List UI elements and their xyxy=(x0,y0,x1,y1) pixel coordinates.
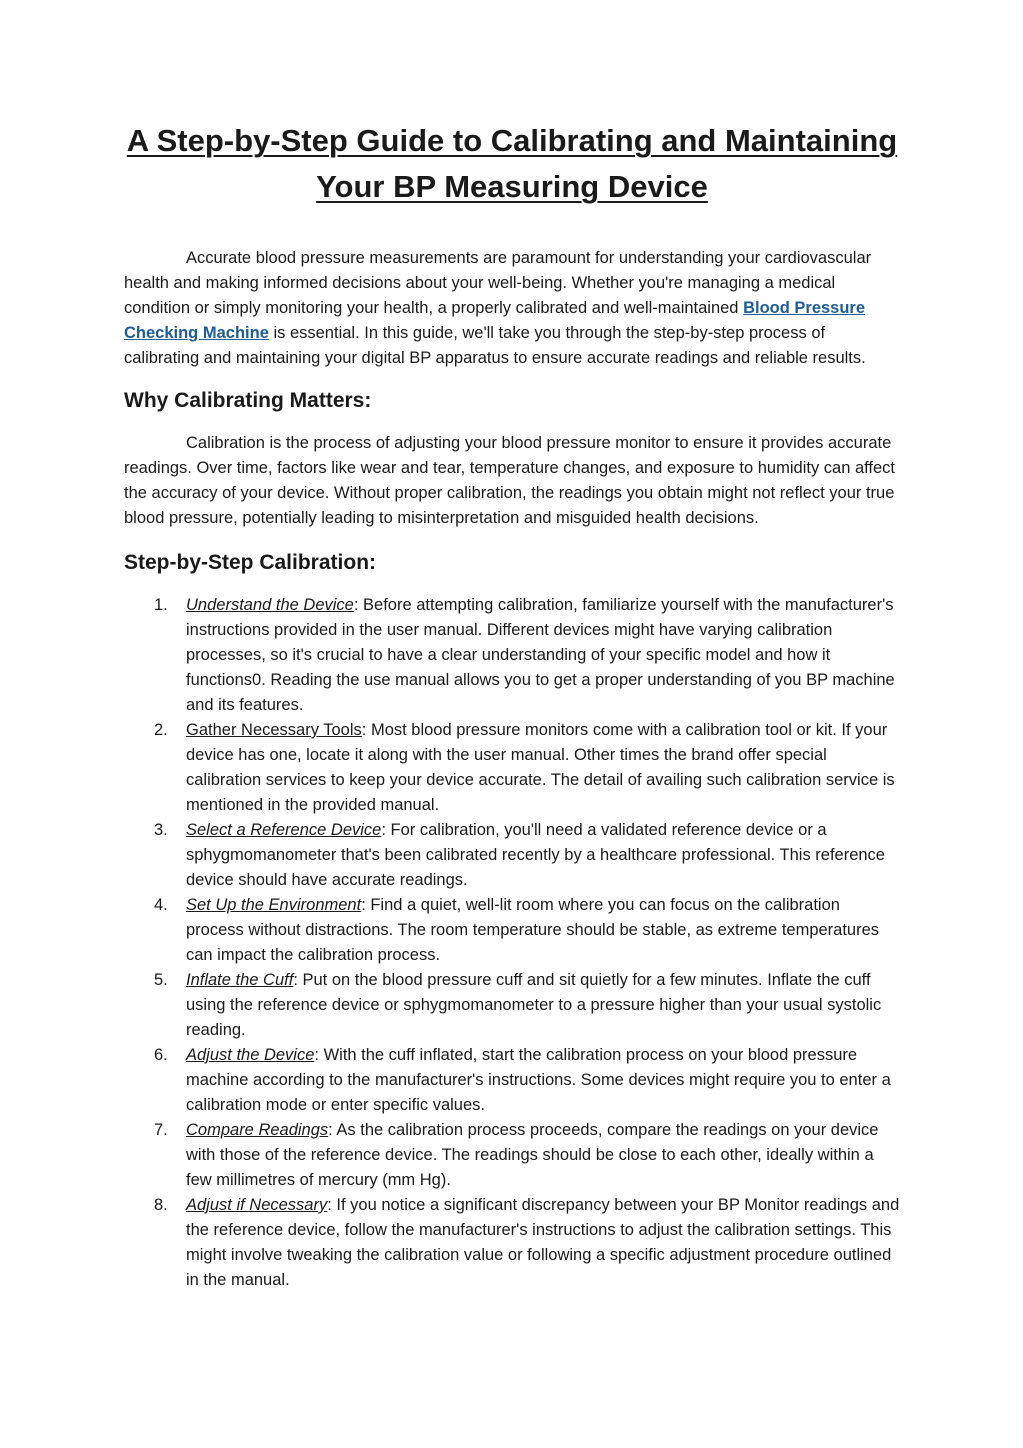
title-line-2: Your BP Measuring Device xyxy=(316,169,708,204)
step-term: Adjust the Device xyxy=(186,1046,315,1064)
step-number: 3. xyxy=(154,821,168,839)
calibration-steps-list xyxy=(124,593,900,1293)
intro-paragraph xyxy=(124,246,900,371)
intro-text-end: is essential. In this guide, we'll take you through the step-by-step process of calibrating and maintaining your digital BP apparatus to ensure accurate readings and reliable results. xyxy=(124,324,866,367)
step-item xyxy=(124,1118,900,1193)
step-description: : Find a quiet, well-lit room where you can focus on the calibration process without distractions. The room temperature should be stable, as extreme temperatures can impact the calibration process. xyxy=(186,896,880,964)
step-item xyxy=(124,593,900,718)
step-item xyxy=(124,968,900,1043)
step-item xyxy=(124,1193,900,1293)
step-term: Set Up the Environment xyxy=(186,896,362,914)
step-number: 6. xyxy=(154,1046,168,1064)
step-number: 2. xyxy=(154,721,168,739)
step-description: : As the calibration process proceeds, compare the readings on your device with those of the reference device. The readings should be close to each other, ideally within a few millimetres of mercury (mm Hg). xyxy=(186,1121,879,1189)
step-number: 8. xyxy=(154,1196,168,1214)
step-number: 1. xyxy=(154,596,168,614)
title-line-1: A Step-by-Step Guide to Calibrating and Maintaining xyxy=(126,123,898,158)
blood-pressure-machine-link[interactable]: Blood Pressure Checking Machine xyxy=(124,299,866,342)
step-description: : Before attempting calibration, familiarize yourself with the manufacturer's instructions provided in the user manual. Different devices might have varying calibration processes, so it's crucial to have a clear understanding of your specific model and how it functions0. Reading the use manual allows you to get a proper understanding of you BP machine and its features. xyxy=(186,596,895,714)
intro-text-start: Accurate blood pressure measurements are paramount for understanding your cardiovascular health and making informed decisions about your well-being. Whether you're managing a medical condition or simply monitoring your health, a properly calibrated and well-maintained xyxy=(124,249,872,317)
step-item xyxy=(124,1043,900,1118)
document-page xyxy=(124,118,900,1293)
step-number: 7. xyxy=(154,1121,168,1139)
why-calibrating-paragraph: Calibration is the process of adjusting your blood pressure monitor to ensure it provides accurate readings. Over time, factors like wear and tear, temperature changes, and exposure to humidity can affect the accuracy of your device. Without proper calibration, the readings you obtain might not reflect your true blood pressure, potentially leading to misinterpretation and misguided health decisions. xyxy=(124,434,896,527)
step-number: 4. xyxy=(154,896,168,914)
step-description: : Most blood pressure monitors come with a calibration tool or kit. If your device has one, locate it along with the user manual. Other times the brand offer special calibration services to keep your device accurate. The detail of availing such calibration service is mentioned in the provided manual. xyxy=(186,721,895,814)
step-description: : For calibration, you'll need a validated reference device or a sphygmomanometer that's been calibrated recently by a healthcare professional. This reference device should have accurate readings. xyxy=(186,821,885,889)
step-term: Gather Necessary Tools xyxy=(186,721,362,739)
step-description: : With the cuff inflated, start the calibration process on your blood pressure machine according to the manufacturer's instructions. Some devices might require you to enter a calibration mode or enter specific values. xyxy=(186,1046,891,1114)
section-heading-why-calibrating: Why Calibrating Matters: xyxy=(124,389,372,412)
step-term: Compare Readings xyxy=(186,1121,329,1139)
step-description: : Put on the blood pressure cuff and sit quietly for a few minutes. Inflate the cuff using the reference device or sphygmomanometer to a pressure higher than your usual systolic reading. xyxy=(186,971,882,1039)
step-item xyxy=(124,893,900,968)
step-term: Understand the Device xyxy=(186,596,354,614)
step-item xyxy=(124,718,900,818)
page-title xyxy=(124,118,900,210)
step-number: 5. xyxy=(154,971,168,989)
step-description: : If you notice a significant discrepancy between your BP Monitor readings and the reference device, follow the manufacturer's instructions to adjust the calibration settings. This might involve tweaking the calibration value or following a specific adjustment procedure outlined in the manual. xyxy=(186,1196,900,1289)
step-term: Adjust if Necessary xyxy=(186,1196,328,1214)
step-term: Inflate the Cuff xyxy=(186,971,294,989)
section-heading-step-by-step: Step-by-Step Calibration: xyxy=(124,551,377,574)
step-item xyxy=(124,818,900,893)
step-term: Select a Reference Device xyxy=(186,821,382,839)
